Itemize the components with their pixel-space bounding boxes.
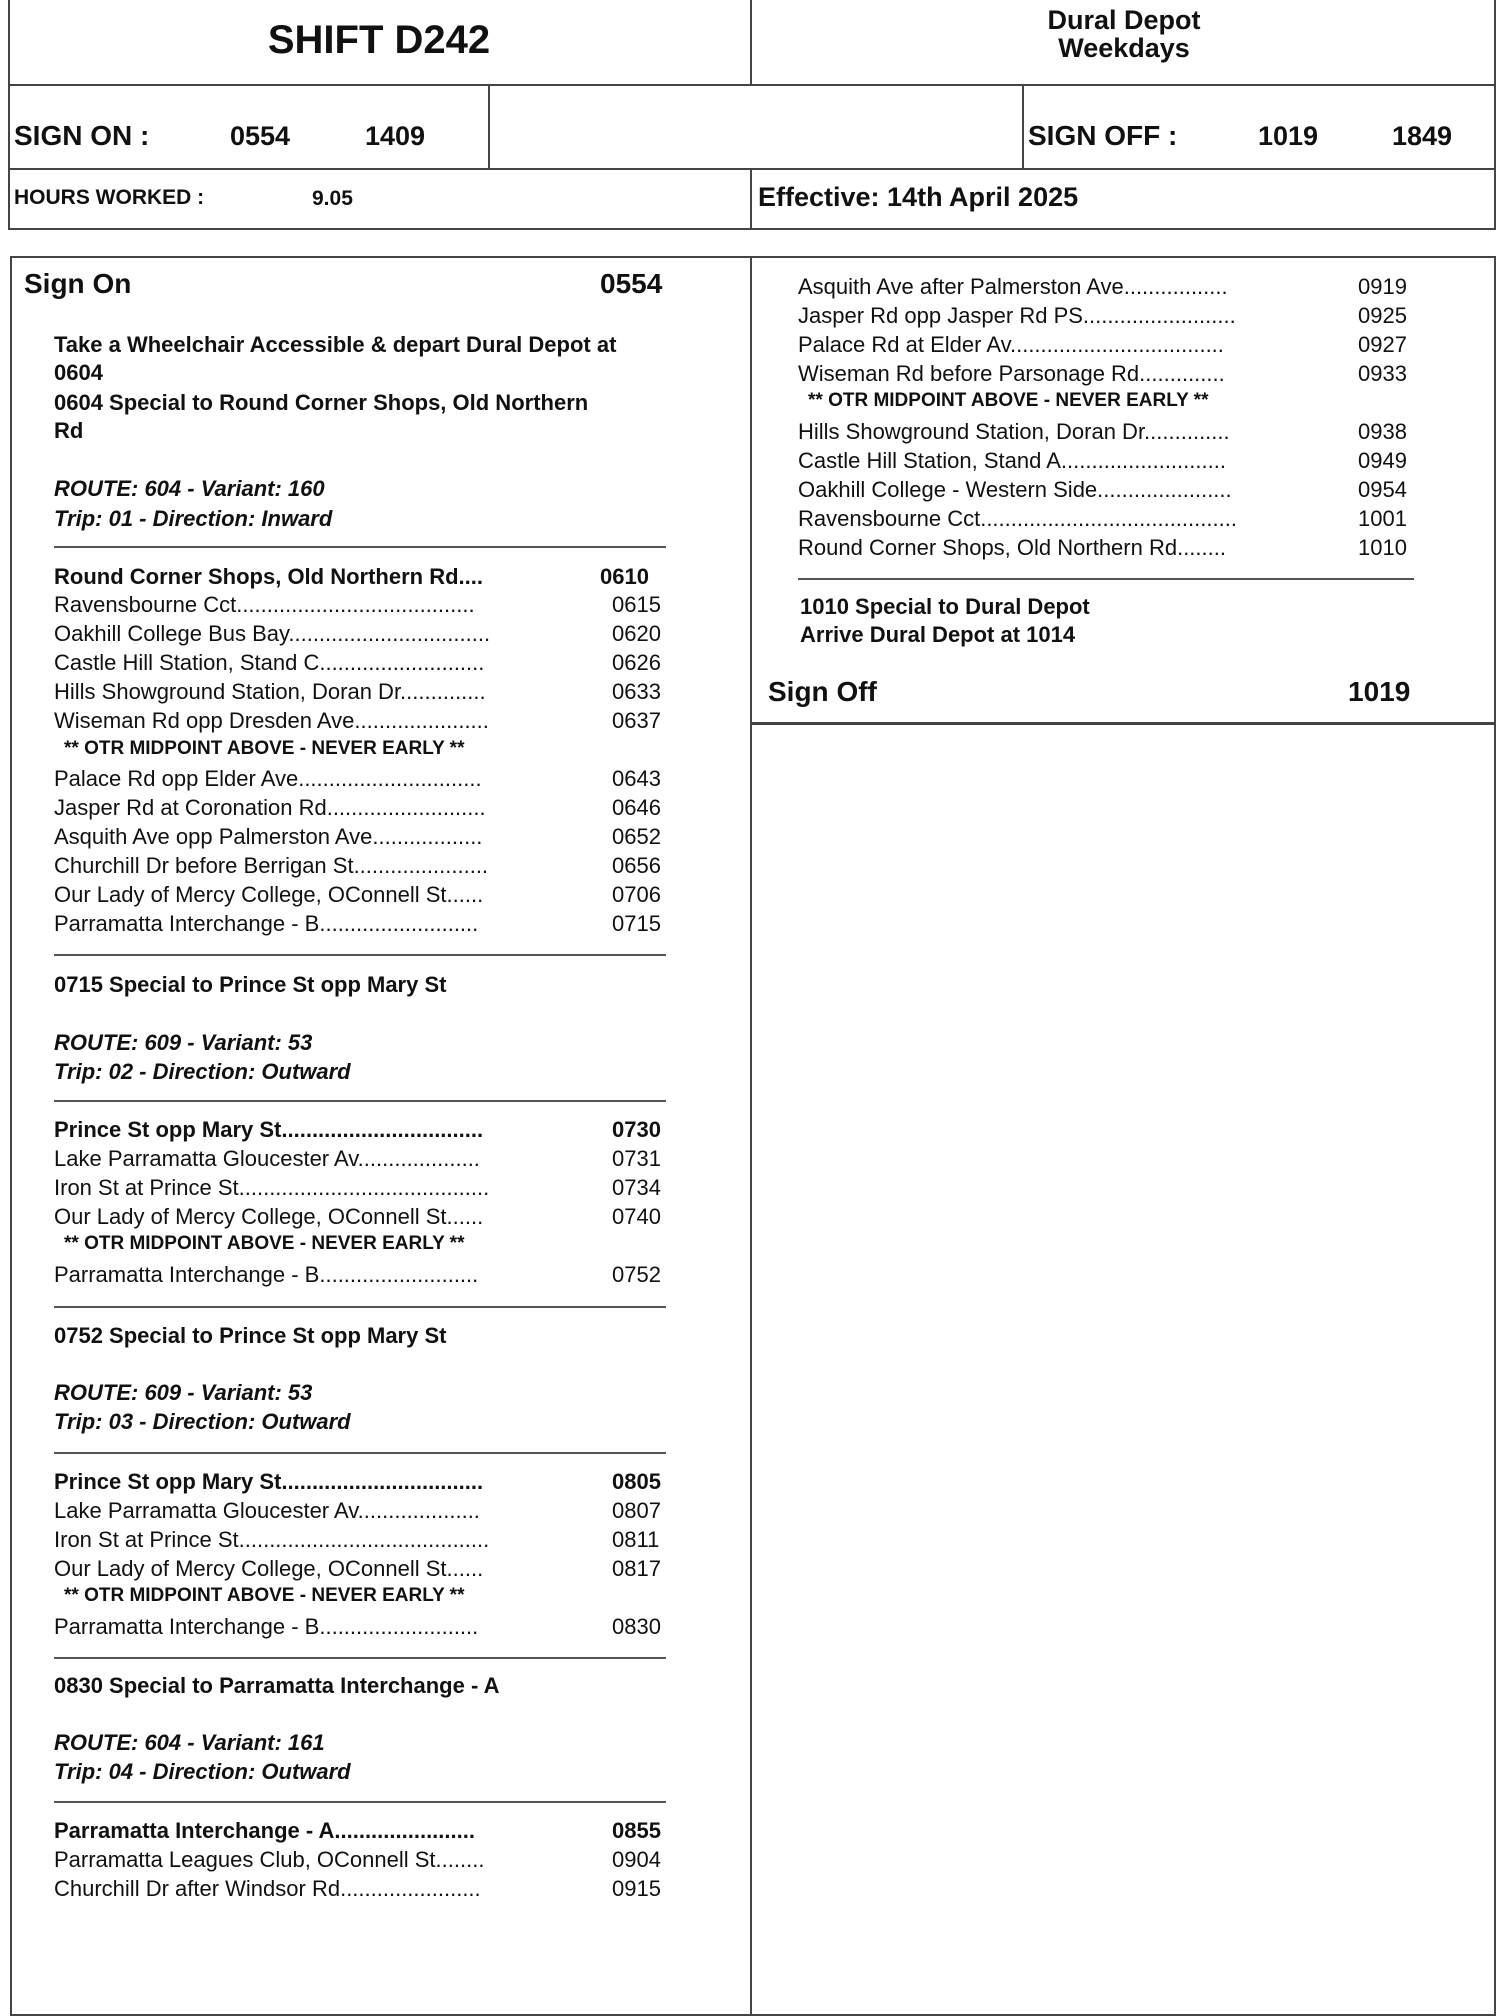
right-stop: Castle Hill Station, Stand A...........................	[798, 448, 1226, 473]
right-stop: Asquith Ave after Palmerston Ave.................	[798, 274, 1228, 299]
trip3-stop: Parramatta Interchange - B..........................	[54, 1614, 479, 1639]
trip2-time: 0740	[612, 1204, 661, 1229]
trip1-stop: Jasper Rd at Coronation Rd..........................	[54, 795, 486, 820]
intro-line-3: 0604 Special to Round Corner Shops, Old Northern	[54, 390, 589, 415]
trip2-stop: Lake Parramatta Gloucester Av....................	[54, 1146, 480, 1171]
trip1-stop: Our Lady of Mercy College, OConnell St......	[54, 882, 484, 907]
trip3-trip: Trip: 03 - Direction: Outward	[54, 1409, 351, 1434]
header-divider-h1	[8, 84, 1496, 86]
sign-on-label: SIGN ON :	[14, 120, 150, 151]
trip1-time: 0626	[612, 650, 661, 675]
intro-line-2: 0604	[54, 360, 103, 385]
trip2-time: 0752	[612, 1262, 661, 1287]
trip3-time: 0805	[612, 1469, 661, 1494]
sign-off-time: 1019	[1348, 676, 1411, 707]
right-stop: Round Corner Shops, Old Northern Rd........	[798, 535, 1226, 560]
trip3-time: 0830	[612, 1614, 661, 1639]
trip1-stop: Hills Showground Station, Doran Dr..............	[54, 679, 486, 704]
right-time: 1010	[1358, 535, 1407, 560]
trip1-time: 0620	[612, 621, 661, 646]
trip1-stop: Ravensbourne Cct.......................................	[54, 592, 475, 617]
header-divider-v-bottom	[750, 168, 752, 230]
right-stop: Wiseman Rd before Parsonage Rd..............	[798, 361, 1225, 386]
sign-off-time-2: 1849	[1392, 121, 1453, 151]
trip1-route: ROUTE: 604 - Variant: 160	[54, 476, 325, 501]
right-time: 0933	[1358, 361, 1407, 386]
right-stop: Ravensbourne Cct..........................................	[798, 506, 1237, 531]
trip2-stop: Parramatta Interchange - B..........................	[54, 1262, 479, 1287]
hours-worked-value: 9.05	[312, 187, 353, 210]
right-stop: Jasper Rd opp Jasper Rd PS.........................	[798, 303, 1236, 328]
trip2-rule-top	[54, 1100, 666, 1102]
trip1-time: 0715	[612, 911, 661, 936]
trip4-stop: Parramatta Interchange - A.......................	[54, 1818, 475, 1843]
trip3-time: 0817	[612, 1556, 661, 1581]
sign-on-time-1: 0554	[230, 121, 291, 151]
trip1-time: 0652	[612, 824, 661, 849]
right-time: 0938	[1358, 419, 1407, 444]
right-stop: Hills Showground Station, Doran Dr..............	[798, 419, 1230, 444]
trip1-time: 0633	[612, 679, 661, 704]
special-end: 1010 Special to Dural Depot	[800, 594, 1090, 619]
trip3-route: ROUTE: 609 - Variant: 53	[54, 1380, 313, 1405]
right-time: 0919	[1358, 274, 1407, 299]
trip4-rule-top	[54, 1801, 666, 1803]
trip2-time: 0730	[612, 1117, 661, 1142]
depot-name: Dural Depot	[1047, 5, 1201, 35]
trip3-stop: Lake Parramatta Gloucester Av....................	[54, 1498, 480, 1523]
trip2-midpoint-note: ** OTR MIDPOINT ABOVE - NEVER EARLY **	[64, 1233, 465, 1254]
trip1-time: 0610	[600, 564, 649, 589]
trip3-rule-top	[54, 1452, 666, 1454]
trip1-rule-bottom	[54, 954, 666, 956]
right-stop: Palace Rd at Elder Av...................................	[798, 332, 1224, 357]
trip1-time: 0706	[612, 882, 661, 907]
sign-off-time-1: 1019	[1258, 121, 1319, 151]
right-time: 0927	[1358, 332, 1407, 357]
trip3-rule-bottom	[54, 1657, 666, 1659]
depot-days: Weekdays	[1058, 33, 1190, 63]
trip1-stop: Palace Rd opp Elder Ave..............................	[54, 766, 482, 791]
trip1-stop: Oakhill College Bus Bay.................................	[54, 621, 491, 646]
header-divider-h2	[8, 168, 1496, 170]
trip1-stop: Round Corner Shops, Old Northern Rd....	[54, 564, 483, 589]
header-divider-v-right	[1022, 84, 1024, 170]
right-time: 0925	[1358, 303, 1407, 328]
right-time: 0949	[1358, 448, 1407, 473]
right-column-rule	[750, 722, 1496, 725]
trip4-time: 0904	[612, 1847, 661, 1872]
intro-line-1: Take a Wheelchair Accessible & depart Dural Depot at	[54, 332, 617, 357]
right-time: 1001	[1358, 506, 1407, 531]
trip1-stop: Churchill Dr before Berrigan St......................	[54, 853, 489, 878]
trip2-rule-bottom	[54, 1306, 666, 1308]
sign-on-heading: Sign On	[24, 268, 132, 299]
trip2-route: ROUTE: 609 - Variant: 53	[54, 1030, 313, 1055]
trip2-time: 0734	[612, 1175, 661, 1200]
trip3-time: 0807	[612, 1498, 661, 1523]
right-rule	[798, 578, 1414, 580]
trip4-stop: Parramatta Leagues Club, OConnell St........	[54, 1847, 485, 1872]
trip2-trip: Trip: 02 - Direction: Outward	[54, 1059, 351, 1084]
trip3-stop: Our Lady of Mercy College, OConnell St......	[54, 1556, 484, 1581]
arrive-depot: Arrive Dural Depot at 1014	[800, 622, 1076, 647]
trip1-trip: Trip: 01 - Direction: Inward	[54, 506, 333, 531]
trip1-stop: Castle Hill Station, Stand C...........................	[54, 650, 485, 675]
sign-off-label: SIGN OFF :	[1028, 120, 1178, 151]
special-2: 0715 Special to Prince St opp Mary St	[54, 972, 447, 997]
trip2-stop: Prince St opp Mary St.................................	[54, 1117, 484, 1142]
right-stop: Oakhill College - Western Side......................	[798, 477, 1232, 502]
trip1-rule-top	[54, 546, 666, 548]
trip3-time: 0811	[612, 1527, 660, 1552]
trip4-time: 0855	[612, 1818, 661, 1843]
trip1-stop: Parramatta Interchange - B..........................	[54, 911, 479, 936]
trip4-trip: Trip: 04 - Direction: Outward	[54, 1759, 351, 1784]
trip1-time: 0615	[612, 592, 661, 617]
trip3-stop: Iron St at Prince St.........................................	[54, 1527, 490, 1552]
trip3-midpoint-note: ** OTR MIDPOINT ABOVE - NEVER EARLY **	[64, 1585, 465, 1606]
trip2-stop: Iron St at Prince St.........................................	[54, 1175, 490, 1200]
trip2-time: 0731	[612, 1146, 661, 1171]
trip4-stop: Churchill Dr after Windsor Rd.......................	[54, 1876, 481, 1901]
special-4: 0830 Special to Parramatta Interchange - A	[54, 1673, 500, 1698]
right-time: 0954	[1358, 477, 1407, 502]
shift-title: SHIFT D242	[267, 18, 491, 62]
trip1-time: 0643	[612, 766, 661, 791]
special-3: 0752 Special to Prince St opp Mary St	[54, 1323, 447, 1348]
header-divider-v-left	[488, 84, 490, 170]
trip4-time: 0915	[612, 1876, 661, 1901]
right-midpoint-note: ** OTR MIDPOINT ABOVE - NEVER EARLY **	[808, 390, 1209, 411]
trip4-route: ROUTE: 604 - Variant: 161	[54, 1730, 325, 1755]
trip1-stop: Asquith Ave opp Palmerston Ave..................	[54, 824, 483, 849]
sign-off-heading: Sign Off	[768, 676, 877, 707]
trip2-stop: Our Lady of Mercy College, OConnell St......	[54, 1204, 484, 1229]
trip1-midpoint-note: ** OTR MIDPOINT ABOVE - NEVER EARLY **	[64, 738, 465, 759]
trip1-stop: Wiseman Rd opp Dresden Ave......................	[54, 708, 489, 733]
sign-on-time: 0554	[600, 268, 663, 299]
trip3-stop: Prince St opp Mary St.................................	[54, 1469, 484, 1494]
trip1-time: 0646	[612, 795, 661, 820]
intro-line-4: Rd	[54, 418, 84, 443]
trip1-time: 0656	[612, 853, 661, 878]
effective-date: Effective: 14th April 2025	[758, 182, 1079, 212]
hours-worked-label: HOURS WORKED :	[14, 186, 205, 209]
trip1-time: 0637	[612, 708, 661, 733]
sign-on-time-2: 1409	[365, 121, 426, 151]
